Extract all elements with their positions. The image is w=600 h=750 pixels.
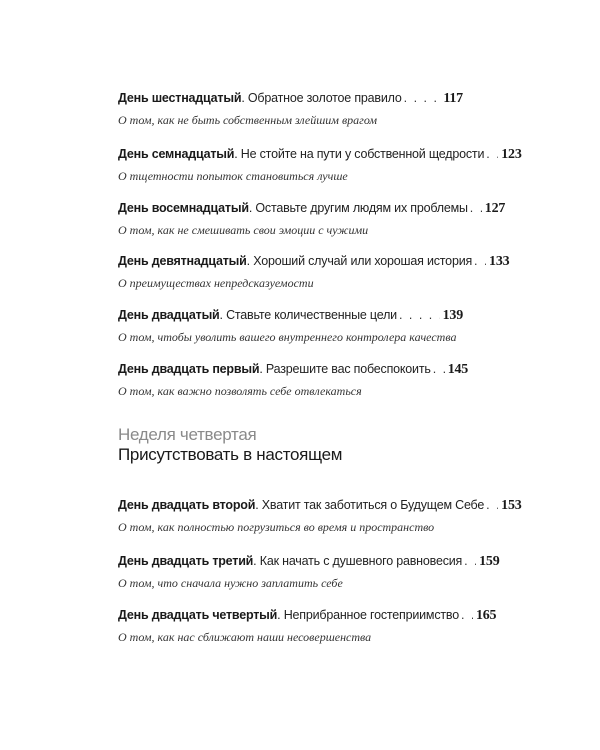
toc-entry-day-18[interactable] [118, 200, 506, 238]
page-number: 127 [484, 201, 506, 216]
week-label: Неделя четвертая [118, 425, 257, 444]
separator: . [248, 201, 253, 215]
chapter-title: Ставьте количественные цели [226, 308, 397, 322]
toc-entry-line [118, 253, 510, 270]
page-number: 117 [443, 91, 463, 106]
toc-entry-line [118, 553, 500, 570]
page-number: 145 [447, 362, 469, 377]
leader-dots [459, 607, 473, 623]
separator: . [246, 254, 250, 268]
chapter-subtitle: О преимуществах непредсказуемости [118, 276, 314, 290]
toc-entry-day-22[interactable] [118, 497, 522, 535]
chapter-title: Не стойте на пути у собственной щедрости [240, 147, 485, 161]
toc-entry-day-17[interactable] [118, 146, 522, 184]
chapter-title: Хватит так заботиться о Будущем Себе [261, 498, 485, 512]
day-label: День двадцатый [118, 308, 220, 322]
page-number: 139 [442, 308, 463, 323]
day-label: День восемнадцатый [118, 201, 249, 215]
leader-dots [484, 497, 498, 513]
toc-entry-day-23[interactable] [118, 553, 500, 591]
chapter-title: Разрешите вас побеспокоить [265, 362, 431, 376]
chapter-title: Хороший случай или хорошая история [253, 254, 473, 268]
chapter-title: Как начать с душевного равновесия [259, 554, 463, 568]
chapter-title: Обратное золотое правило [247, 91, 402, 105]
separator: . [259, 362, 263, 376]
page-number: 123 [501, 147, 522, 162]
separator: . [253, 554, 257, 568]
leader-dots [462, 553, 476, 569]
chapter-title: Неприбранное гостеприимство [283, 608, 459, 622]
toc-entry-line [118, 607, 497, 624]
page-number: 159 [479, 554, 500, 569]
day-label: День семнадцатый [118, 147, 235, 161]
day-label: День двадцать второй [118, 498, 256, 512]
page-number: 133 [489, 254, 510, 269]
separator: . [277, 608, 281, 622]
chapter-subtitle: О том, как нас сближают наши несовершенства [118, 630, 372, 644]
toc-entry-line [118, 200, 506, 217]
leader-dots [397, 307, 440, 323]
day-label: День двадцать первый [118, 362, 260, 376]
week-title: Присутствовать в настоящем [118, 445, 343, 464]
leader-dots [402, 90, 441, 106]
chapter-subtitle: О том, как полностью погрузиться во время и пространство [118, 520, 435, 534]
chapter-subtitle: О том, чтобы уволить вашего внутреннего контролера качества [118, 330, 457, 344]
chapter-subtitle: О том, что сначала нужно заплатить себе [118, 576, 343, 590]
leader-dots [484, 146, 498, 162]
separator: . [234, 147, 238, 161]
day-label: День двадцать четвертый [118, 608, 278, 622]
separator: . [219, 308, 223, 322]
week-heading [118, 425, 342, 465]
page-number: 165 [475, 608, 497, 623]
toc-entry-day-20[interactable] [118, 307, 463, 345]
toc-entry-day-21[interactable] [118, 361, 469, 399]
toc-entry-line [118, 90, 463, 107]
leader-dots [468, 200, 482, 216]
separator: . [255, 498, 259, 512]
toc-entry-line [118, 497, 522, 514]
chapter-subtitle: О том, как важно позволять себе отвлекаться [118, 384, 362, 398]
toc-entry-day-16[interactable] [118, 90, 463, 128]
toc-entry-line [118, 361, 469, 378]
toc-entry-day-19[interactable] [118, 253, 510, 291]
toc-entry-line [118, 146, 522, 163]
chapter-title: Оставьте другим людям их проблемы [255, 201, 468, 215]
chapter-subtitle: О том, как не смешивать свои эмоции с чужими [118, 223, 369, 237]
page-number: 153 [501, 498, 522, 513]
chapter-subtitle: О том, как не быть собственным злейшим врагом [118, 113, 378, 127]
chapter-subtitle: О тщетности попыток становиться лучше [118, 169, 348, 183]
day-label: День шестнадцатый [118, 91, 242, 105]
toc-entry-line [118, 307, 463, 324]
leader-dots [431, 361, 445, 377]
separator: . [241, 91, 245, 105]
day-label: День девятнадцатый [118, 254, 247, 268]
toc-entry-day-24[interactable] [118, 607, 497, 645]
day-label: День двадцать третий [118, 554, 254, 568]
leader-dots [472, 253, 486, 269]
